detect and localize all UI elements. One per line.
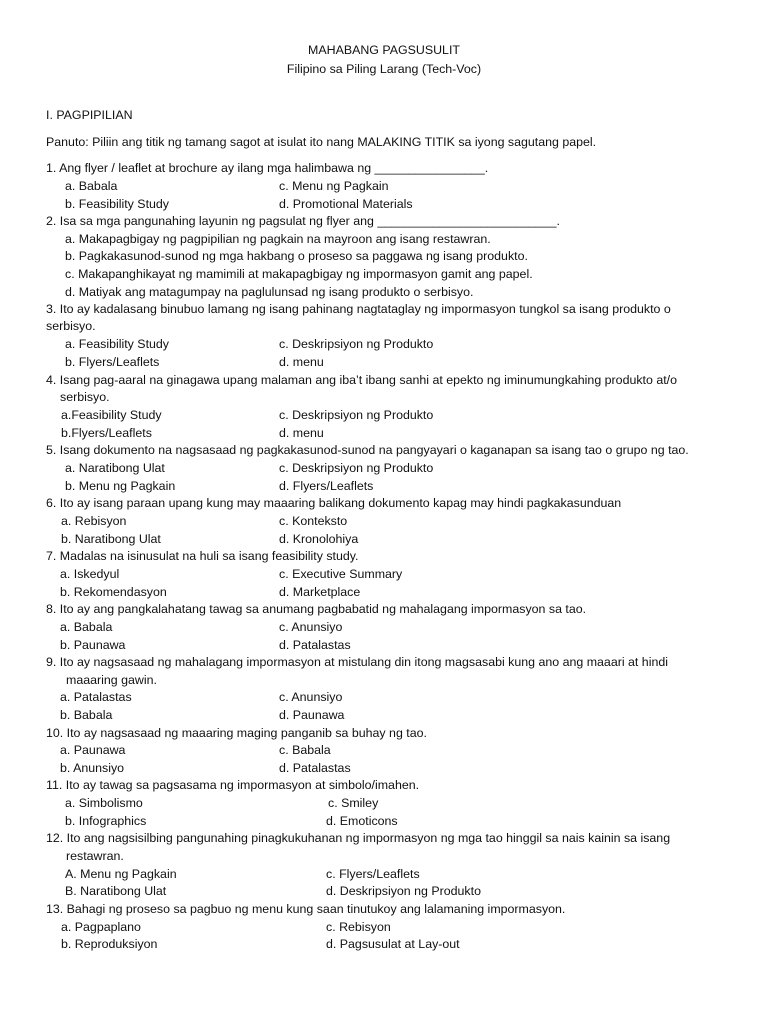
exam-title: MAHABANG PAGSUSULIT: [308, 43, 460, 57]
q12-choice-b: B. Naratibong Ulat: [65, 884, 167, 898]
question-13: 13. Bahagi ng proseso sa pagbuo ng menu kung saan tinutukoy ang lalamaning impormasyon.: [46, 902, 566, 916]
q11-choice-a: a. Simbolismo: [65, 796, 143, 810]
q8-choice-a: a. Babala: [60, 620, 113, 634]
q1-choice-d: d. Promotional Materials: [279, 197, 413, 211]
question-1: 1. Ang flyer / leaflet at brochure ay ilang mga halimbawa ng ________________.: [46, 161, 489, 175]
q7-choice-b: b. Rekomendasyon: [60, 585, 167, 599]
question-5: 5. Isang dokumento na nagsasaad ng pagkakasunod-sunod na pangyayari o kaganapan sa isang tao o grupo ng tao.: [46, 443, 689, 457]
question-3: 3. Ito ay kadalasang binubuo lamang ng isang pahinang nagtataglay ng impormasyon tungkol sa isang produkto o: [46, 302, 671, 316]
q6-choice-d: d. Kronolohiya: [279, 532, 359, 546]
q13-choice-c: c. Rebisyon: [326, 920, 391, 934]
q2-choice-d: d. Matiyak ang matagumpay na paglulunsad ng isang produkto o serbisyo.: [65, 285, 474, 299]
q4-choice-a: a.Feasibility Study: [61, 408, 162, 422]
q7-choice-c: c. Executive Summary: [279, 567, 403, 581]
q5-choice-a: a. Naratibong Ulat: [65, 461, 165, 475]
q13-choice-a: a. Pagpaplano: [61, 920, 141, 934]
question-2: 2. Isa sa mga pangunahing layunin ng pagsulat ng flyer ang __________________________.: [46, 214, 560, 228]
q11-choice-b: b. Infographics: [65, 814, 147, 828]
q11-choice-d: d. Emoticons: [326, 814, 398, 828]
question-3-cont: serbisyo.: [46, 319, 96, 333]
section-heading: I. PAGPIPILIAN: [46, 108, 133, 122]
q9-choice-b: b. Babala: [60, 708, 113, 722]
exam-subtitle: Filipino sa Piling Larang (Tech-Voc): [286, 62, 482, 76]
q8-choice-c: c. Anunsiyo: [279, 620, 343, 634]
q6-choice-a: a. Rebisyon: [61, 514, 127, 528]
q10-choice-c: c. Babala: [279, 743, 331, 757]
q4-choice-c: c. Deskripsiyon ng Produkto: [279, 408, 434, 422]
question-8: 8. Ito ay ang pangkalahatang tawag sa anumang pagbabatid ng mahalagang impormasyon sa tao.: [46, 602, 587, 616]
question-10: 10. Ito ay nagsasaad ng maaaring maging panganib sa buhay ng tao.: [46, 726, 427, 740]
q12-choice-a: A. Menu ng Pagkain: [65, 867, 177, 881]
q3-choice-d: d. menu: [279, 355, 324, 369]
q4-choice-b: b.Flyers/Leaflets: [61, 426, 152, 440]
q9-choice-a: a. Patalastas: [60, 690, 132, 704]
question-7: 7. Madalas na isinusulat na huli sa isang feasibility study.: [46, 549, 359, 563]
q8-choice-b: b. Paunawa: [60, 638, 126, 652]
q10-choice-b: b. Anunsiyo: [60, 761, 125, 775]
q4-choice-d: d. menu: [279, 426, 324, 440]
q8-choice-d: d. Patalastas: [279, 638, 351, 652]
question-9: 9. Ito ay nagsasaad ng mahalagang impormasyon at mistulang din itong magsasabi kung ano ang maaari at hindi: [46, 655, 668, 669]
q1-choice-b: b. Feasibility Study: [65, 197, 169, 211]
q3-choice-b: b. Flyers/Leaflets: [65, 355, 160, 369]
q10-choice-a: a. Paunawa: [60, 743, 126, 757]
q5-choice-b: b. Menu ng Pagkain: [65, 479, 176, 493]
q9-choice-c: c. Anunsiyo: [279, 690, 343, 704]
q12-choice-d: d. Deskripsiyon ng Produkto: [326, 884, 481, 898]
q13-choice-b: b. Reproduksiyon: [61, 937, 158, 951]
q5-choice-d: d. Flyers/Leaflets: [279, 479, 374, 493]
q9-choice-d: d. Paunawa: [279, 708, 345, 722]
q3-choice-a: a. Feasibility Study: [65, 337, 169, 351]
question-9-cont: maaaring gawin.: [66, 673, 157, 687]
q11-choice-c: c. Smiley: [328, 796, 379, 810]
q2-choice-a: a. Makapagbigay ng pagpipilian ng pagkain na mayroon ang isang restawran.: [65, 232, 491, 246]
question-4-cont: serbisyo.: [60, 390, 110, 404]
q1-choice-c: c. Menu ng Pagkain: [279, 179, 389, 193]
q7-choice-a: a. Iskedyul: [60, 567, 120, 581]
q1-choice-a: a. Babala: [65, 179, 118, 193]
instructions: Panuto: Piliin ang titik ng tamang sagot at isulat ito nang MALAKING TITIK sa iyong sagutang papel.: [46, 135, 597, 149]
q2-choice-c: c. Makapanghikayat ng mamimili at makapagbigay ng impormasyon gamit ang papel.: [65, 267, 533, 281]
q10-choice-d: d. Patalastas: [279, 761, 351, 775]
question-11: 11. Ito ay tawag sa pagsasama ng impormasyon at simbolo/imahen.: [46, 778, 420, 792]
q12-choice-c: c. Flyers/Leaflets: [326, 867, 420, 881]
question-12: 12. Ito ang nagsisilbing pangunahing pinagkukuhanan ng impormasyon ng mga tao hinggil sa nais kainin sa isang: [46, 831, 671, 845]
q3-choice-c: c. Deskripsiyon ng Produkto: [279, 337, 434, 351]
q2-choice-b: b. Pagkakasunod-sunod ng mga hakbang o proseso sa paggawa ng isang produkto.: [65, 249, 528, 263]
q6-choice-c: c. Konteksto: [279, 514, 348, 528]
q7-choice-d: d. Marketplace: [279, 585, 361, 599]
question-12-cont: restawran.: [66, 849, 124, 863]
question-4: 4. Isang pag-aaral na ginagawa upang malaman ang iba’t ibang sanhi at epekto ng iminumungkahing produkto at/o: [46, 373, 677, 387]
q13-choice-d: d. Pagsusulat at Lay-out: [326, 937, 460, 951]
q6-choice-b: b. Naratibong Ulat: [61, 532, 161, 546]
question-6: 6. Ito ay isang paraan upang kung may maaaring balikang dokumento kapag may hindi pagkakasunduan: [46, 496, 622, 510]
q5-choice-c: c. Deskripsiyon ng Produkto: [279, 461, 434, 475]
